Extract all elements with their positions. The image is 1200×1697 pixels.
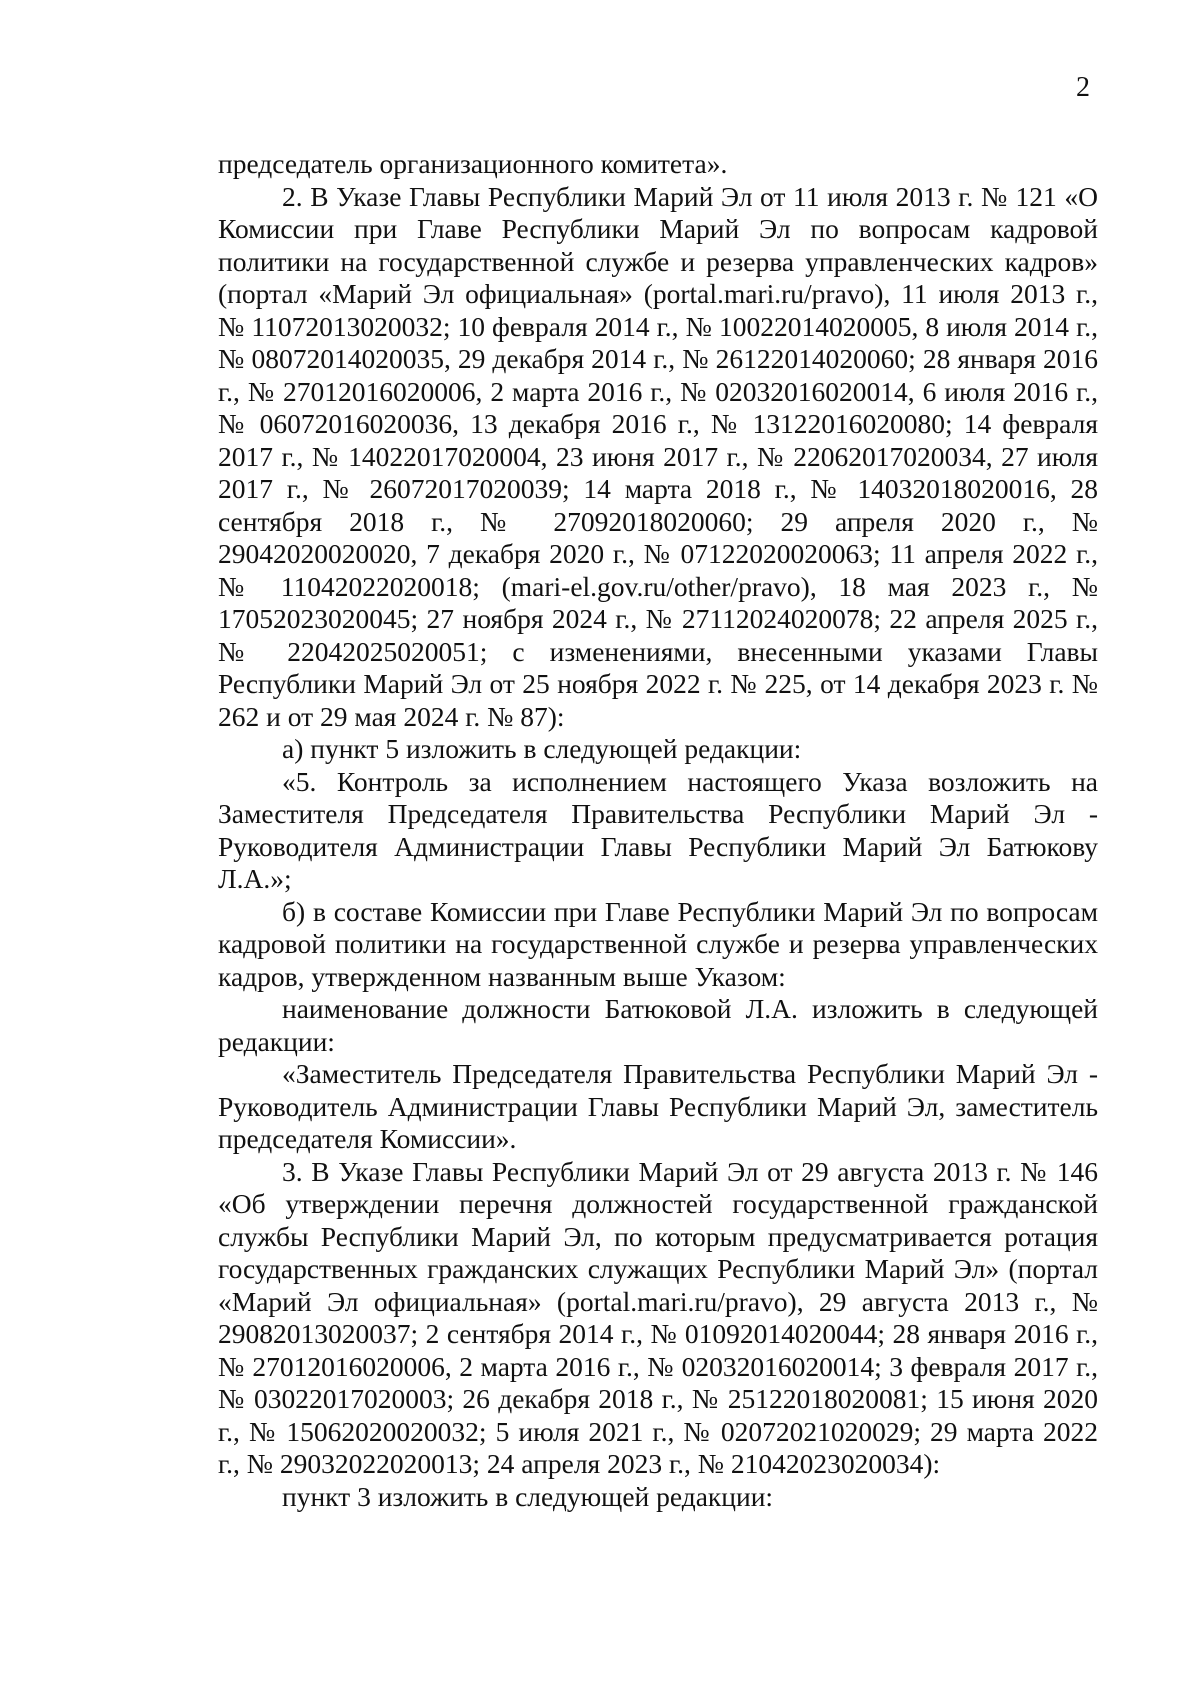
paragraph-point-3-intro: пункт 3 изложить в следующей редакции: — [282, 1480, 774, 1512]
paragraph-quote-position: «Заместитель Председателя Правительства Республики Марий Эл - Руководитель Администрации Главы Республики Марий Эл, заместитель председателя Комиссии». — [218, 1058, 1098, 1154]
paragraph-item-2: 2. В Указе Главы Республики Марий Эл от 11 июля 2013 г. № 121 «О Комиссии при Главе Республики Марий Эл по вопросам кадровой политики на государственной службе и резерва управленческих кадров» (портал «Марий Эл официальная» (portal.mari.ru/pravo), 11 июля 2013 г., № 11072013020032; 10 февраля 2014 г., № 10022014020005, 8 июля 2014 г., № 08072014020035, 29 декабря 2014 г., № 26122014020060; 28 января 2016 г., № 27012016020006, 2 марта 2016 г., № 02032016020014, 6 июля 2016 г., № 06072016020036, 13 декабря 2016 г., № 13122016020080; 14 февраля 2017 г., № 14022017020004, 23 июня 2017 г., № 22062017020034, 27 июля 2017 г., № 26072017020039; 14 марта 2018 г., № 14032018020016, 28 сентября 2018 г., № 27092018020060; 29 апреля 2020 г., № 29042020020020, 7 декабря 2020 г., № 07122020020063; 11 апреля 2022 г., № 11042022020018; (mari-el.gov.ru/other/pravo), 18 мая 2023 г., № 17052023020045; 27 ноября 2024 г., № 27112024020078; 22 апреля 2025 г., № 22042025020051; с изменениями, внесенными указами Главы Республики Марий Эл от 25 ноября 2022 г. № 225, от 14 декабря 2023 г. № 262 и от 29 мая 2024 г. № 87): — [218, 180, 1098, 732]
paragraph-continuation: председатель организационного комитета». — [218, 148, 728, 179]
paragraph-subitem-b: б) в составе Комиссии при Главе Республики Марий Эл по вопросам кадровой политики на государственной службе и резерва управленческих кадров, утвержденном названным выше Указом: — [218, 895, 1098, 992]
paragraph-subitem-a: а) пункт 5 изложить в следующей редакции: — [282, 733, 802, 764]
document-body — [218, 148, 1098, 1513]
page-number: 2 — [1076, 72, 1090, 103]
paragraph-item-3: 3. В Указе Главы Республики Марий Эл от 29 августа 2013 г. № 146 «Об утверждении перечня должностей государственной гражданской службы Республики Марий Эл, по которым предусматривается ротация государственных гражданских служащих Республики Марий Эл» (портал «Марий Эл официальная» (portal.mari.ru/pravo), 29 августа 2013 г., № 29082013020037; 2 сентября 2014 г., № 01092014020044; 28 января 2016 г., № 27012016020006, 2 марта 2016 г., № 02032016020014; 3 февраля 2017 г., № 03022017020003; 26 декабря 2018 г., № 25122018020081; 15 июня 2020 г., № 15062020020032; 5 июля 2021 г., № 02072021020029; 29 марта 2022 г., № 29032022020013; 24 апреля 2023 г., № 21042023020034): — [218, 1155, 1098, 1479]
paragraph-quote-point-5: «5. Контроль за исполнением настоящего Указа возложить на Заместителя Председателя Правительства Республики Марий Эл - Руководителя Администрации Главы Республики Марий Эл Батюкову Л.А.»; — [218, 765, 1098, 894]
paragraph-position-title: наименование должности Батюковой Л.А. изложить в следующей редакции: — [218, 993, 1098, 1057]
